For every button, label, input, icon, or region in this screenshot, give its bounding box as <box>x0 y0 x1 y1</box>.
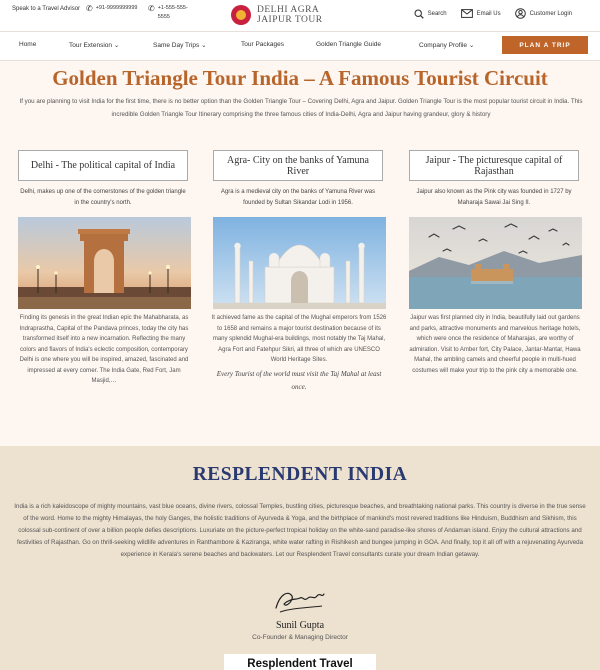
agra-card-quote: Every Tourist of the world must visit the Taj Mahal at least once. <box>216 369 382 391</box>
chevron-down-icon: ⌄ <box>201 42 207 49</box>
nav-same-day-trips-label: Same Day Trips <box>153 42 200 49</box>
logo-line-1: DELHI AGRA <box>257 5 320 15</box>
chevron-down-icon: ⌄ <box>113 42 120 49</box>
user-circle-icon <box>515 8 526 19</box>
resplendent-paragraph: India is a rich kaleidoscope of mighty mountains, vast blue oceans, divine rivers, colossal Temples, bustling cities, picturesque beaches, and breathtaking national parks. This country is diverse in the true sense of the word. Home to the mighty Himalayas, the holy Ganges, the holistic traditions of Ayurveda & Yoga, and the birthplace of mankind's most revered traditions like Hinduism, Buddhism and Sikhism, this colossal sub-continent of over a billion people defies descriptions. Luxuriate on the picture-perfect tropical holiday on the white-sand paradise-like shores of Andaman island. Enjoy the cultural attractions and festivities of Rajasthan. Go on thrill-seeking wildlife adventures in Ranthambore & Kaziranga, white water rafting in Rishikesh and bungee jumping in GOA. And finally, top it all off with a rejuvenating Ayurveda experience in Kerala's serene beaches and backwaters. Let our Resplendent Travel consultants curate your dream Indian getaway. <box>14 503 586 558</box>
resplendent-title: RESPLENDENT INDIA <box>192 464 408 485</box>
delhi-card <box>18 150 188 209</box>
delhi-card-summary: Delhi, makes up one of the cornerstones of the golden triangle in the country's north. <box>20 189 186 206</box>
nav-home[interactable]: Home <box>19 41 37 48</box>
search-link[interactable] <box>414 9 447 19</box>
signer-name: Sunil Gupta <box>275 620 325 631</box>
search-label: Search <box>427 10 447 17</box>
nav-company-profile[interactable] <box>419 41 474 49</box>
signer-role: Co-Founder & Managing Director <box>252 634 348 641</box>
top-bar <box>0 0 600 31</box>
intro-paragraph: If you are planning to visit India for the first time, there is no better option than the Golden Triangle Tour – Covering Delhi, Agra and Jaipur. Golden Triangle Tour is the most popular tourist circuit in India. This incredible Golden Triangle Tour Itinerary comprising the three famous cities of India-Delhi, Agra and Jaipur having grandeur, glory & history <box>19 98 583 118</box>
agra-card-summary: Agra is a medieval city on the banks of Yamuna River was founded by Sultan Sikandar Lodi in 1956. <box>220 189 376 206</box>
logo-emblem-icon <box>231 5 251 25</box>
email-label: Email Us <box>476 10 501 17</box>
nav-tour-packages[interactable]: Tour Packages <box>241 41 284 48</box>
site-logo[interactable] <box>231 5 323 25</box>
agra-card-title: Agra- City on the banks of Yamuna River <box>213 150 383 181</box>
email-link[interactable] <box>461 9 501 18</box>
customer-login-label: Customer Login <box>529 10 572 17</box>
plan-a-trip-button[interactable]: PLAN A TRIP <box>502 36 588 54</box>
nav-tour-extension[interactable] <box>69 41 119 49</box>
delhi-card-title: Delhi - The political capital of India <box>18 150 188 181</box>
agra-card-body-text: It achieved fame as the capital of the Mughal emperors from 1526 to 1658 and remains a major tourist destination because of its many splendid Mughal-era buildings, most notably the Taj Mahal, Agra Fort and Fatehpur Sikri, all three of which are UNESCO World Heritage Sites. <box>211 315 387 363</box>
phone-icon: ✆ <box>148 4 155 13</box>
phone-link-india[interactable] <box>86 4 138 14</box>
jal-mahal-image <box>409 217 582 309</box>
advisor-label: Speak to a Travel Advisor <box>12 6 81 12</box>
phone-number-2: +1-555-555-5555 <box>157 5 188 20</box>
taj-mahal-image <box>213 217 386 309</box>
nav-company-profile-label: Company Profile <box>419 42 468 49</box>
nav-golden-triangle-guide[interactable]: Golden Triangle Guide <box>316 41 382 48</box>
search-icon <box>414 9 424 19</box>
logo-line-2: JAIPUR TOUR <box>257 15 323 25</box>
delhi-card-body: Finding its genesis in the great Indian epic the Mahabharata, as Indraprastha, Capital of the Pandava princes, today the city has transformed itself into a new incarnation. Reflecting the many colors and flavors of India's eclectic composition, contemporary Delhi is one where you will be inspired, amazed, fascinated and impressed at every corner. The India Gate, Red Fort, Jam Masjid,… <box>19 315 189 384</box>
nav-tour-extension-label: Tour Extension <box>69 42 112 49</box>
founder-signature <box>270 586 330 621</box>
phone-number-1: +91-9999999999 <box>95 5 138 11</box>
phone-link-us[interactable] <box>148 4 192 22</box>
jaipur-card-title: Jaipur - The picturesque capital of Rajasthan <box>409 150 579 181</box>
agra-card-body <box>210 313 388 394</box>
resplendent-brand-logo: Resplendent Travel <box>224 654 376 670</box>
jaipur-card-summary: Jaipur also known as the Pink city was founded in 1727 by Maharaja Sawai Jai Sing II. <box>416 189 572 206</box>
jaipur-card-body: Jaipur was first planned city in India, beautifully laid out gardens and parks, attractive monuments and marvelous heritage hotels, which were once the residence of Maharajas, are worthy of admiration. Visit to Amber fort, City Palace, Jantar-Mantar, Hawa Mahal, the ambling camels and cheerful people in multi-hued costumes will make your trip to the pink city a memorable one. <box>409 315 581 374</box>
phone-icon: ✆ <box>86 4 93 13</box>
chevron-down-icon: ⌄ <box>468 42 475 49</box>
page-title: Golden Triangle Tour India – A Famous Tourist Circuit <box>52 66 548 90</box>
jaipur-card <box>409 150 579 209</box>
agra-card <box>213 150 383 209</box>
india-gate-image <box>18 217 191 309</box>
customer-login-link[interactable] <box>515 8 572 19</box>
nav-same-day-trips[interactable] <box>153 41 207 49</box>
envelope-icon <box>461 9 473 18</box>
